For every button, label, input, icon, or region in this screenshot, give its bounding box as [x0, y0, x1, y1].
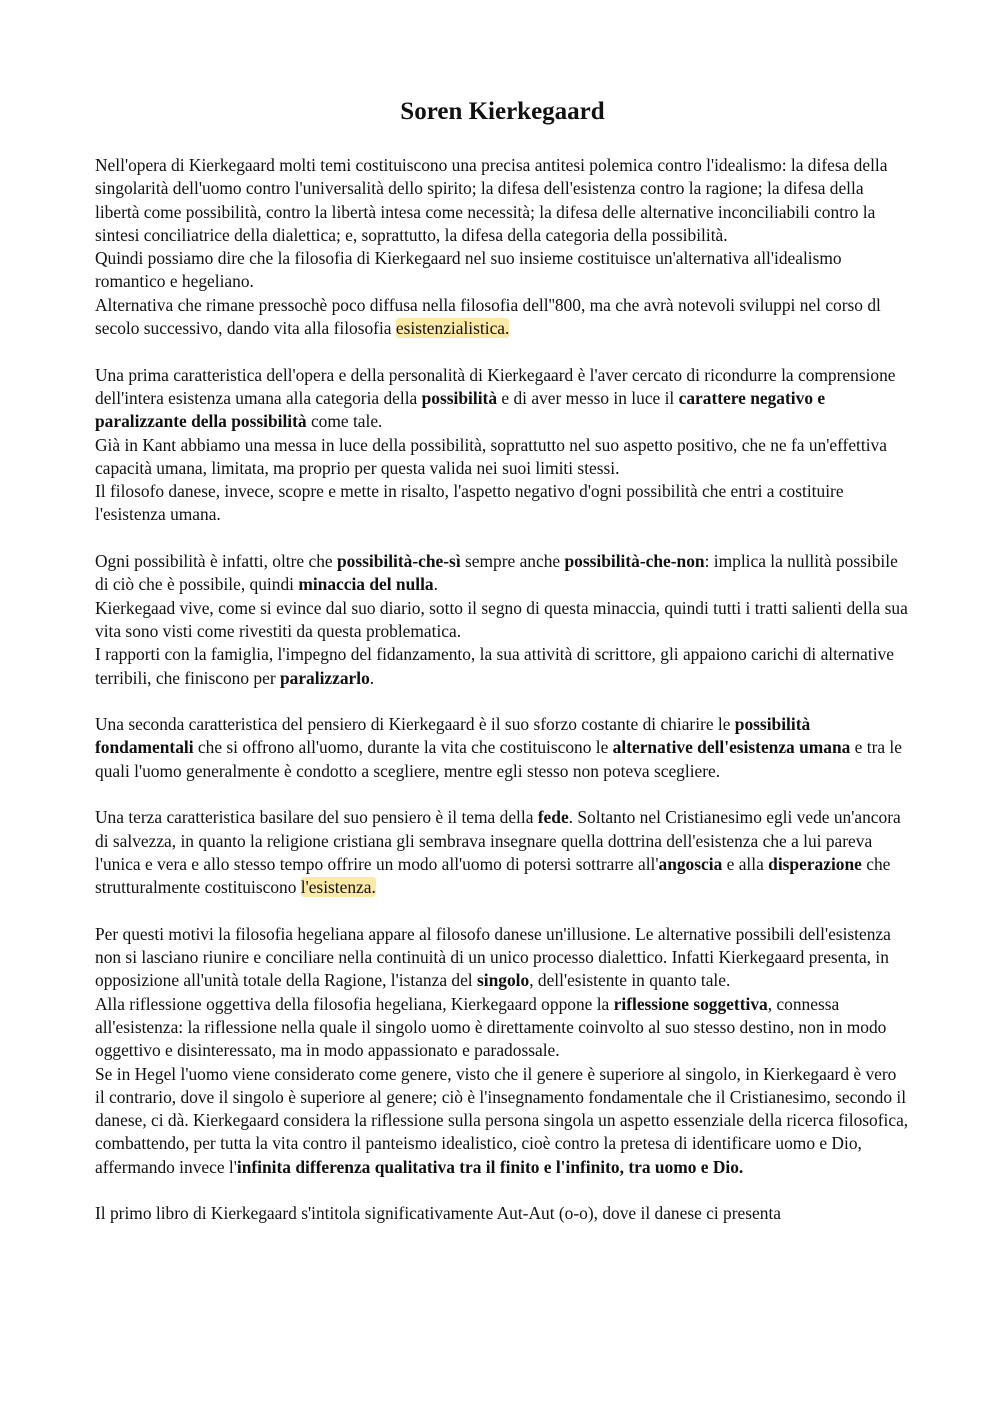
paragraph — [95, 434, 910, 481]
text-run: e di aver messo in luce il — [497, 387, 679, 408]
text-run: Se in Hegel l'uomo viene considerato come genere, visto che il genere è superiore al singolo, in Kierkegaard è vero il contrario, dove il singolo è superiore al genere; ciò è l'insegnamento fondamentale che il Cristianesimo, secondo il danese, ci dà. Kierkegaard considera la riflessione sulla persona singola un aspetto essenziale della ricerca filosofica, combattendo, per tutta la vita contro il panteismo idealistico, cioè contro la pretesa di identificare uomo e Dio, affermando invece l' — [95, 1063, 909, 1177]
paragraph — [95, 1063, 910, 1179]
paragraph — [95, 713, 910, 783]
paragraph-spacer — [95, 900, 910, 923]
bold-text: infinita differenza qualitativa tra il finito e l'infinito, tra uomo e Dio. — [236, 1156, 744, 1177]
paragraph-spacer — [95, 690, 910, 713]
paragraph-spacer — [95, 340, 910, 363]
text-run: che si offrono all'uomo, durante la vita che costituiscono le — [193, 737, 613, 758]
text-run: Ogni possibilità è infatti, oltre che — [95, 551, 337, 572]
paragraph — [95, 993, 910, 1063]
text-run: Per questi motivi la filosofia hegeliana appare al filosofo danese un'illusione. Le alternative possibili dell'esistenza non si lasciano riunire e conciliare nella continuità di un unico processo dialettico. Infatti Kierkegaard presenta, in opposizione all'unità totale della Ragione, l'istanza del — [95, 923, 891, 991]
paragraph — [95, 550, 910, 597]
text-run: . — [369, 667, 375, 688]
text-run: che strutturalmente costituiscono — [95, 853, 891, 898]
paragraph-spacer — [95, 783, 910, 806]
paragraph — [95, 923, 910, 993]
page-title: Soren Kierkegaard — [400, 98, 605, 125]
text-run: I rapporti con la famiglia, l'impegno del fidanzamento, la sua attività di scrittore, gli appaiono carichi di alternative terribili, che finiscono per — [95, 644, 894, 688]
bold-text: minaccia del nulla — [298, 574, 434, 595]
text-run: , connessa all'esistenza: la riflessione nella quale il singolo uomo è direttamente coinvolto al suo stesso destino, non in modo oggettivo e disinteressato, ma in modo appassionato e paradossale. — [95, 993, 887, 1061]
text-run: Una seconda caratteristica del pensiero di Kierkegaard è il suo sforzo costante di chiarire le — [95, 714, 735, 735]
text-run: Quindi possiamo dire che la filosofia di Kierkegaard nel suo insieme costituisce un'alternativa all'idealismo romantico e hegeliano. — [95, 248, 842, 292]
paragraph — [95, 364, 910, 434]
text-run: , dell'esistente in quanto tale. — [529, 970, 731, 991]
bold-text: possibilità fondamentali — [95, 714, 811, 758]
paragraph — [95, 480, 910, 527]
text-run: Già in Kant abbiamo una messa in luce della possibilità, soprattutto nel suo aspetto positivo, che ne fa un'effettiva capacità umana, limitata, ma proprio per questa valida nei suoi limiti stessi. — [95, 434, 887, 478]
paragraph-spacer — [95, 1179, 910, 1202]
text-run: Nell'opera di Kierkegaard molti temi costituiscono una precisa antitesi polemica contro l'idealismo: la difesa della singolarità dell'uomo contro l'universalità dello spirito; la difesa dell'esistenza contro la ragione; la difesa della libertà come possibilità, contro la libertà intesa come necessità; la difesa delle alternative inconciliabili contro la sintesi conciliatrice della dialettica; e, soprattutto, la difesa della categoria della possibilità. — [95, 155, 888, 245]
document-body — [95, 154, 910, 1226]
text-run: Una prima caratteristica dell'opera e della personalità di Kierkegaard è l'aver cercato di ricondurre la comprensione dell'intera esistenza umana alla categoria della — [95, 364, 896, 408]
bold-text: alternative dell'esistenza umana — [612, 737, 851, 758]
paragraph — [95, 294, 910, 341]
highlighted-text: l'esistenza. — [300, 877, 376, 898]
text-run: . — [433, 574, 438, 595]
text-run: . Soltanto nel Cristianesimo egli vede un'ancora di salvezza, in quanto la religione cristiana gli sembrava insegnare quella dottrina dell'esistenza che a lui pareva l'unica e vera e allo stesso tempo offrire un modo all'uomo di potersi sottrarre all' — [95, 807, 901, 874]
bold-text: angoscia — [658, 853, 723, 874]
bold-text: carattere negativo e paralizzante della possibilità — [95, 387, 826, 432]
text-run: Una terza caratteristica basilare del suo pensiero è il tema della — [95, 807, 538, 828]
bold-text: fede — [537, 807, 569, 828]
paragraph — [95, 643, 910, 690]
document-page — [95, 96, 910, 1226]
bold-text: possibilità-che-non — [564, 551, 705, 572]
text-run: Alla riflessione oggettiva della filosofia hegeliana, Kierkegaard oppone la — [95, 993, 614, 1014]
paragraph — [95, 597, 910, 644]
bold-text: paralizzarlo — [279, 667, 370, 688]
bold-text: singolo — [476, 970, 530, 991]
text-run: Kierkegaad vive, come si evince dal suo diario, sotto il segno di questa minaccia, quindi tutti i tratti salienti della sua vita sono visti come rivestiti da questa problematica. — [95, 597, 908, 641]
bold-text: possibilità — [421, 387, 498, 408]
text-run: Alternativa che rimane pressochè poco diffusa nella filosofia dell''800, ma che avrà notevoli sviluppi nel corso dl secolo successivo, dando vita alla filosofia — [95, 294, 881, 339]
text-run: : implica la nullità possibile di ciò che è possibile, quindi — [95, 551, 898, 595]
text-run: e alla — [722, 853, 769, 874]
bold-text: possibilità-che-sì — [336, 551, 461, 572]
paragraph — [95, 1202, 910, 1225]
bold-text: disperazione — [768, 853, 862, 874]
paragraph — [95, 806, 910, 899]
text-run: Il primo libro di Kierkegaard s'intitola significativamente Aut-Aut (o-o), dove il danese ci presenta — [95, 1203, 781, 1224]
paragraph — [95, 154, 910, 247]
text-run: Il filosofo danese, invece, scopre e mette in risalto, l'aspetto negativo d'ogni possibilità che entri a costituire l'esistenza umana. — [95, 481, 844, 525]
paragraph — [95, 247, 910, 294]
text-run: sempre anche — [460, 551, 565, 572]
paragraph-spacer — [95, 527, 910, 550]
text-run: e tra le quali l'uomo generalmente è condotto a scegliere, mentre egli stesso non poteva scegliere. — [95, 737, 902, 781]
highlighted-text: esistenzialistica. — [395, 318, 510, 339]
text-run: come tale. — [306, 411, 383, 432]
bold-text: riflessione soggettiva — [613, 993, 768, 1014]
